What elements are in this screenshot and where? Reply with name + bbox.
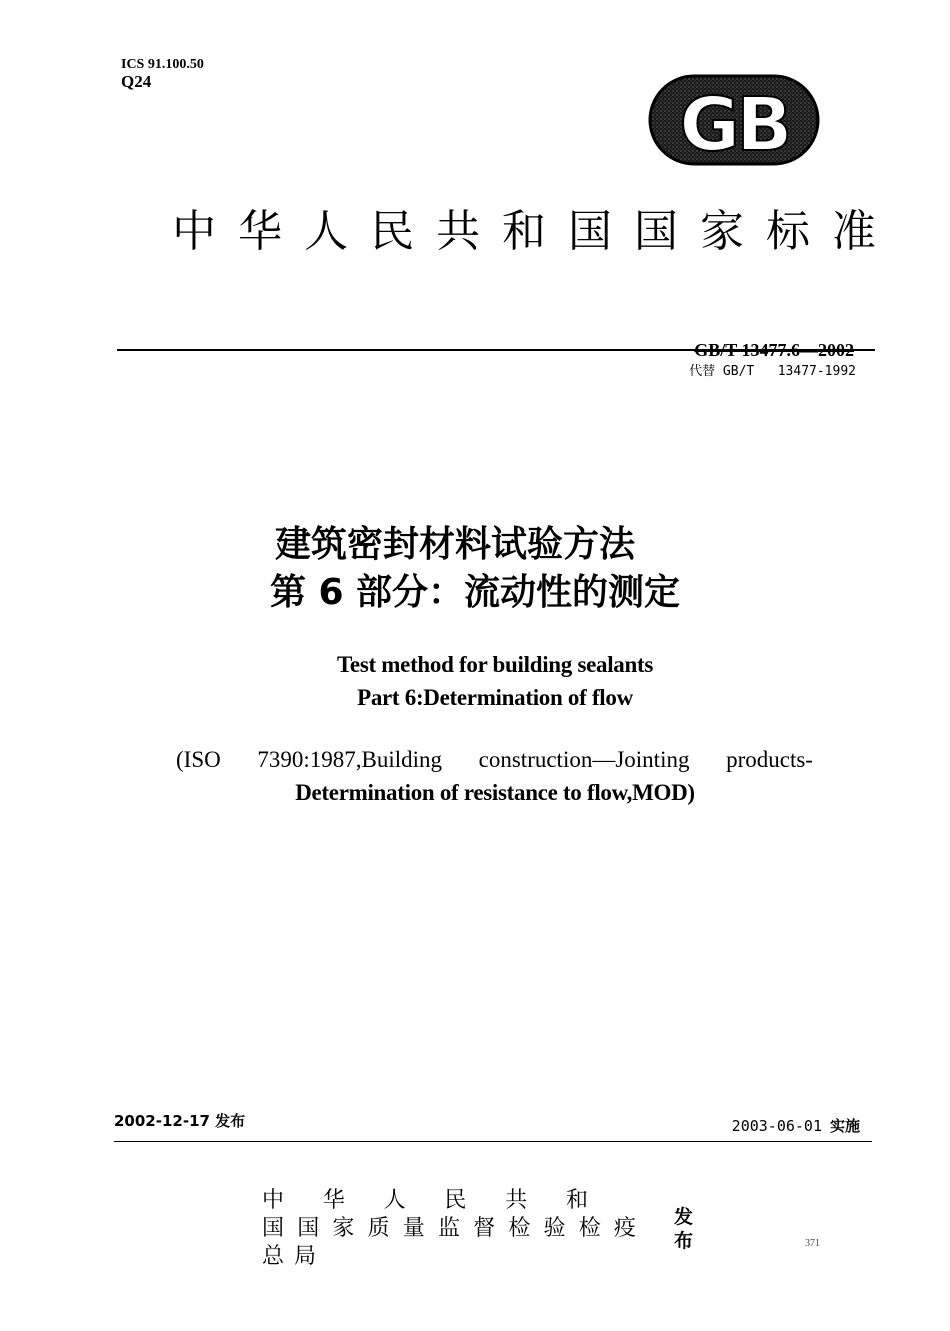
issuer-char: 和 [565, 1188, 588, 1213]
replaces-standard: 代替 GB/T 13477-1992 [689, 364, 856, 379]
issuer-char: 华 [322, 1188, 345, 1213]
issuer-char: 质 [367, 1216, 390, 1241]
iso-word: construction—Jointing [478, 747, 690, 772]
english-title [0, 648, 950, 714]
issuer-char: 检 [508, 1216, 531, 1241]
gb-logo [648, 74, 820, 166]
chinese-title-line2: 第 6 部分：流动性的测定 [269, 572, 681, 613]
issuer-line1 [262, 1187, 588, 1215]
issuer-line2 [262, 1215, 636, 1243]
issue-date: 2002-12-17 发布 [114, 1112, 246, 1130]
page-number: 371 [805, 1238, 820, 1249]
issuer-char: 量 [402, 1216, 425, 1241]
english-title-line1: Test method for building sealants [337, 652, 653, 677]
chinese-title [0, 521, 950, 617]
svg-text:GB: GB [679, 82, 789, 166]
chinese-title-line1: 建筑密封材料试验方法 [274, 524, 635, 565]
ics-number: ICS 91.100.50 [121, 57, 204, 72]
english-title-line2: Part 6:Determination of flow [357, 685, 633, 710]
issuer-char: 民 [444, 1188, 467, 1213]
iso-word: (ISO [176, 747, 221, 772]
issuer-char: 共 [505, 1188, 528, 1213]
publish-label: 发布 [674, 1206, 694, 1252]
issuer-char: 检 [578, 1216, 601, 1241]
issuer-char: 督 [473, 1216, 496, 1241]
issuer-char: 验 [543, 1216, 566, 1241]
issuer-char: 疫 [613, 1216, 636, 1241]
issuer-char: 国 [297, 1216, 320, 1241]
classification-code: Q24 [121, 72, 152, 91]
issuer-char: 中 [262, 1188, 285, 1213]
implementation-date [732, 1115, 860, 1137]
iso-reference-line1 [176, 744, 813, 776]
national-standard-title: 中 华 人 民 共 和 国 国 家 标 准 [172, 206, 880, 257]
issuer-char: 人 [383, 1188, 406, 1213]
implementation-label: 实施 [829, 1117, 860, 1135]
iso-reference-line2: Determination of resistance to flow,MOD) [295, 780, 695, 805]
implementation-date-value: 2003-06-01 [731, 1117, 822, 1135]
footer-rule [114, 1141, 872, 1142]
iso-word: 7390:1987,Building [257, 747, 443, 772]
standard-number: GB/T 13477.6—2002 [694, 340, 854, 360]
issuer-char: 国 [262, 1216, 285, 1241]
issuer-line3: 总局 [262, 1244, 327, 1269]
issuer-char: 监 [437, 1216, 460, 1241]
iso-word: products- [726, 747, 813, 772]
issuer-char: 家 [332, 1216, 355, 1241]
